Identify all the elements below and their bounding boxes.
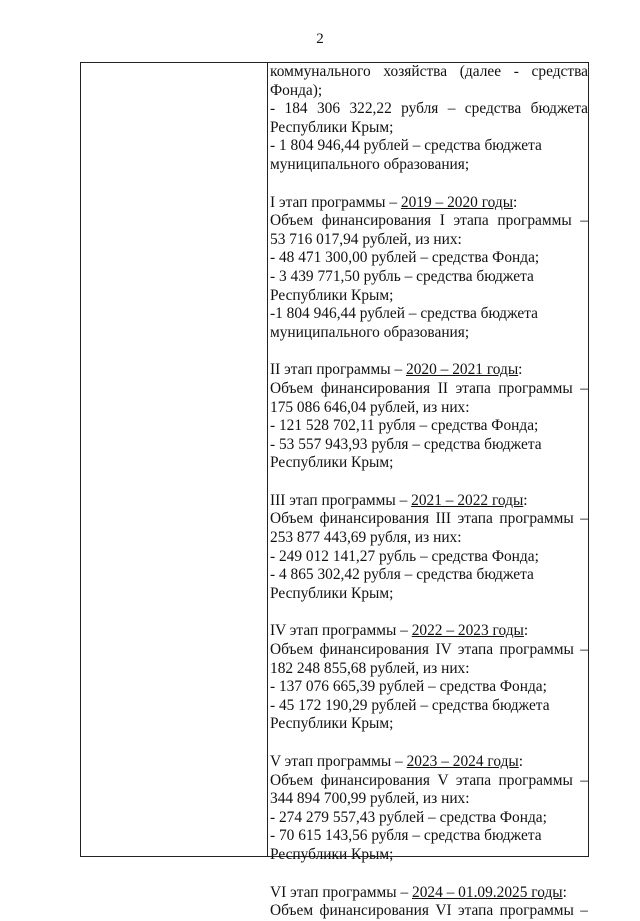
text-line xyxy=(270,846,588,865)
text-line xyxy=(270,324,588,343)
table-row xyxy=(81,63,589,857)
text-line xyxy=(270,678,588,697)
line-punctuation: : xyxy=(518,361,523,379)
line-text: Объем финансирования V этапа программы – xyxy=(270,771,588,789)
paragraph-gap xyxy=(270,175,588,194)
text-line xyxy=(270,63,588,82)
line-text: - 1 804 946,44 рублей – средства бюджета xyxy=(270,137,542,155)
text-line xyxy=(270,231,588,250)
line-text: I этап программы – xyxy=(270,193,401,211)
line-text: 253 877 443,69 рубля, из них: xyxy=(270,529,462,547)
text-line xyxy=(270,268,588,287)
stage-period: 2020 – 2021 годы xyxy=(406,361,519,379)
line-text: II этап программы – xyxy=(270,361,407,379)
paragraph-gap xyxy=(270,603,588,622)
line-punctuation: : xyxy=(523,491,528,509)
text-line xyxy=(270,548,588,567)
line-text: - 3 439 771,50 рубль – средства бюджета xyxy=(270,267,534,285)
paragraph-gap xyxy=(270,734,588,753)
text-line xyxy=(270,137,588,156)
line-text: - 70 615 143,56 рубля – средства бюджета xyxy=(270,827,542,845)
text-line xyxy=(270,660,588,679)
line-text: - 53 557 943,93 рубля – средства бюджета xyxy=(270,435,542,453)
line-text: - 48 471 300,00 рублей – средства Фонда; xyxy=(270,249,540,267)
page-number: 2 xyxy=(316,31,324,47)
table-cell-left xyxy=(81,63,268,857)
line-text: Республики Крым; xyxy=(270,845,394,863)
text-line xyxy=(270,827,588,846)
line-text: муниципального образования; xyxy=(270,323,470,341)
stage-period: 2023 – 2024 годы xyxy=(406,753,519,770)
stage-period: 2022 – 2023 годы xyxy=(411,622,524,640)
text-line xyxy=(270,82,588,101)
stage-period: 2019 – 2020 годы xyxy=(400,193,514,211)
text-line xyxy=(270,809,588,828)
paragraph-gap xyxy=(270,342,588,361)
line-punctuation: : xyxy=(523,622,529,640)
line-text: III этап программы – xyxy=(270,491,412,509)
line-text: 344 894 700,99 рублей, из них: xyxy=(270,790,470,808)
text-line xyxy=(270,454,588,473)
stage-heading xyxy=(270,622,588,641)
line-text: - 45 172 190,29 рублей – средства бюджета xyxy=(270,696,550,714)
text-line xyxy=(270,697,588,716)
line-text: - 137 076 665,39 рублей – средства Фонда; xyxy=(270,678,547,696)
funding-table xyxy=(80,62,589,920)
text-line xyxy=(270,119,588,138)
line-text: Республики Крым; xyxy=(270,454,394,472)
text-line xyxy=(270,585,588,604)
stage-heading xyxy=(270,753,588,772)
line-text: коммунального хозяйства (далее - средства xyxy=(270,63,588,80)
line-text: - 184 306 322,22 рубля – средства бюджета xyxy=(270,100,588,118)
stage-heading xyxy=(270,194,588,213)
text-line xyxy=(270,287,588,306)
line-text: -1 804 946,44 рублей – средства бюджета xyxy=(270,305,539,323)
line-text: IV этап программы – xyxy=(270,622,412,640)
line-text: - 249 012 141,27 рубль – средства Фонда; xyxy=(270,547,539,565)
funding-text xyxy=(268,63,588,920)
line-text: Республики Крым; xyxy=(270,584,394,602)
line-text: Республики Крым; xyxy=(270,715,394,733)
stage-period: 2024 – 01.09.2025 годы xyxy=(412,883,563,901)
line-text: Республики Крым; xyxy=(270,118,394,136)
line-text: муниципального образования; xyxy=(270,155,470,173)
text-line xyxy=(270,399,588,418)
line-text: Фонда); xyxy=(270,81,323,99)
line-text: Объем финансирования II этапа программы – xyxy=(270,379,588,397)
line-text: - 4 865 302,42 рубля – средства бюджета xyxy=(270,566,534,584)
text-line xyxy=(270,305,588,324)
line-text: Объем финансирования VI этапа программы – xyxy=(270,902,588,920)
text-line xyxy=(270,417,588,436)
paragraph-gap xyxy=(270,473,588,492)
line-text: Объем финансирования I этапа программы – xyxy=(270,212,588,230)
line-punctuation: : xyxy=(513,193,518,211)
text-line xyxy=(270,772,588,791)
text-line xyxy=(270,902,588,921)
text-line xyxy=(270,212,588,231)
text-line xyxy=(270,566,588,585)
text-line xyxy=(270,641,588,660)
table-cell-right xyxy=(268,63,589,920)
stage-heading xyxy=(270,492,588,511)
text-line xyxy=(270,156,588,175)
line-text: 53 716 017,94 рублей, из них: xyxy=(270,230,462,248)
paragraph-gap xyxy=(270,865,588,884)
line-punctuation: : xyxy=(562,883,567,901)
line-text: Объем финансирования IV этапа программы – xyxy=(270,641,588,659)
line-text: - 121 528 702,11 рубля – средства Фонда; xyxy=(270,417,539,435)
text-line xyxy=(270,100,588,119)
text-line xyxy=(270,715,588,734)
line-text: 175 086 646,04 рублей, из них: xyxy=(270,398,470,416)
text-line xyxy=(270,249,588,268)
stage-heading xyxy=(270,361,588,380)
line-text: - 274 279 557,43 рублей – средства Фонда; xyxy=(270,808,547,826)
line-text: Объем финансирования III этапа программы – xyxy=(270,510,588,528)
text-line xyxy=(270,790,588,809)
line-text: Республики Крым; xyxy=(270,286,394,304)
line-text: VI этап программы – xyxy=(270,883,412,901)
text-line xyxy=(270,436,588,455)
line-punctuation: : xyxy=(518,753,524,770)
text-line xyxy=(270,510,588,529)
line-text: 182 248 855,68 рублей, из них: xyxy=(270,659,470,677)
text-line xyxy=(270,529,588,548)
text-line xyxy=(270,380,588,399)
stage-period: 2021 – 2022 годы xyxy=(411,491,524,509)
stage-heading xyxy=(270,884,588,903)
line-text: V этап программы – xyxy=(270,753,407,770)
